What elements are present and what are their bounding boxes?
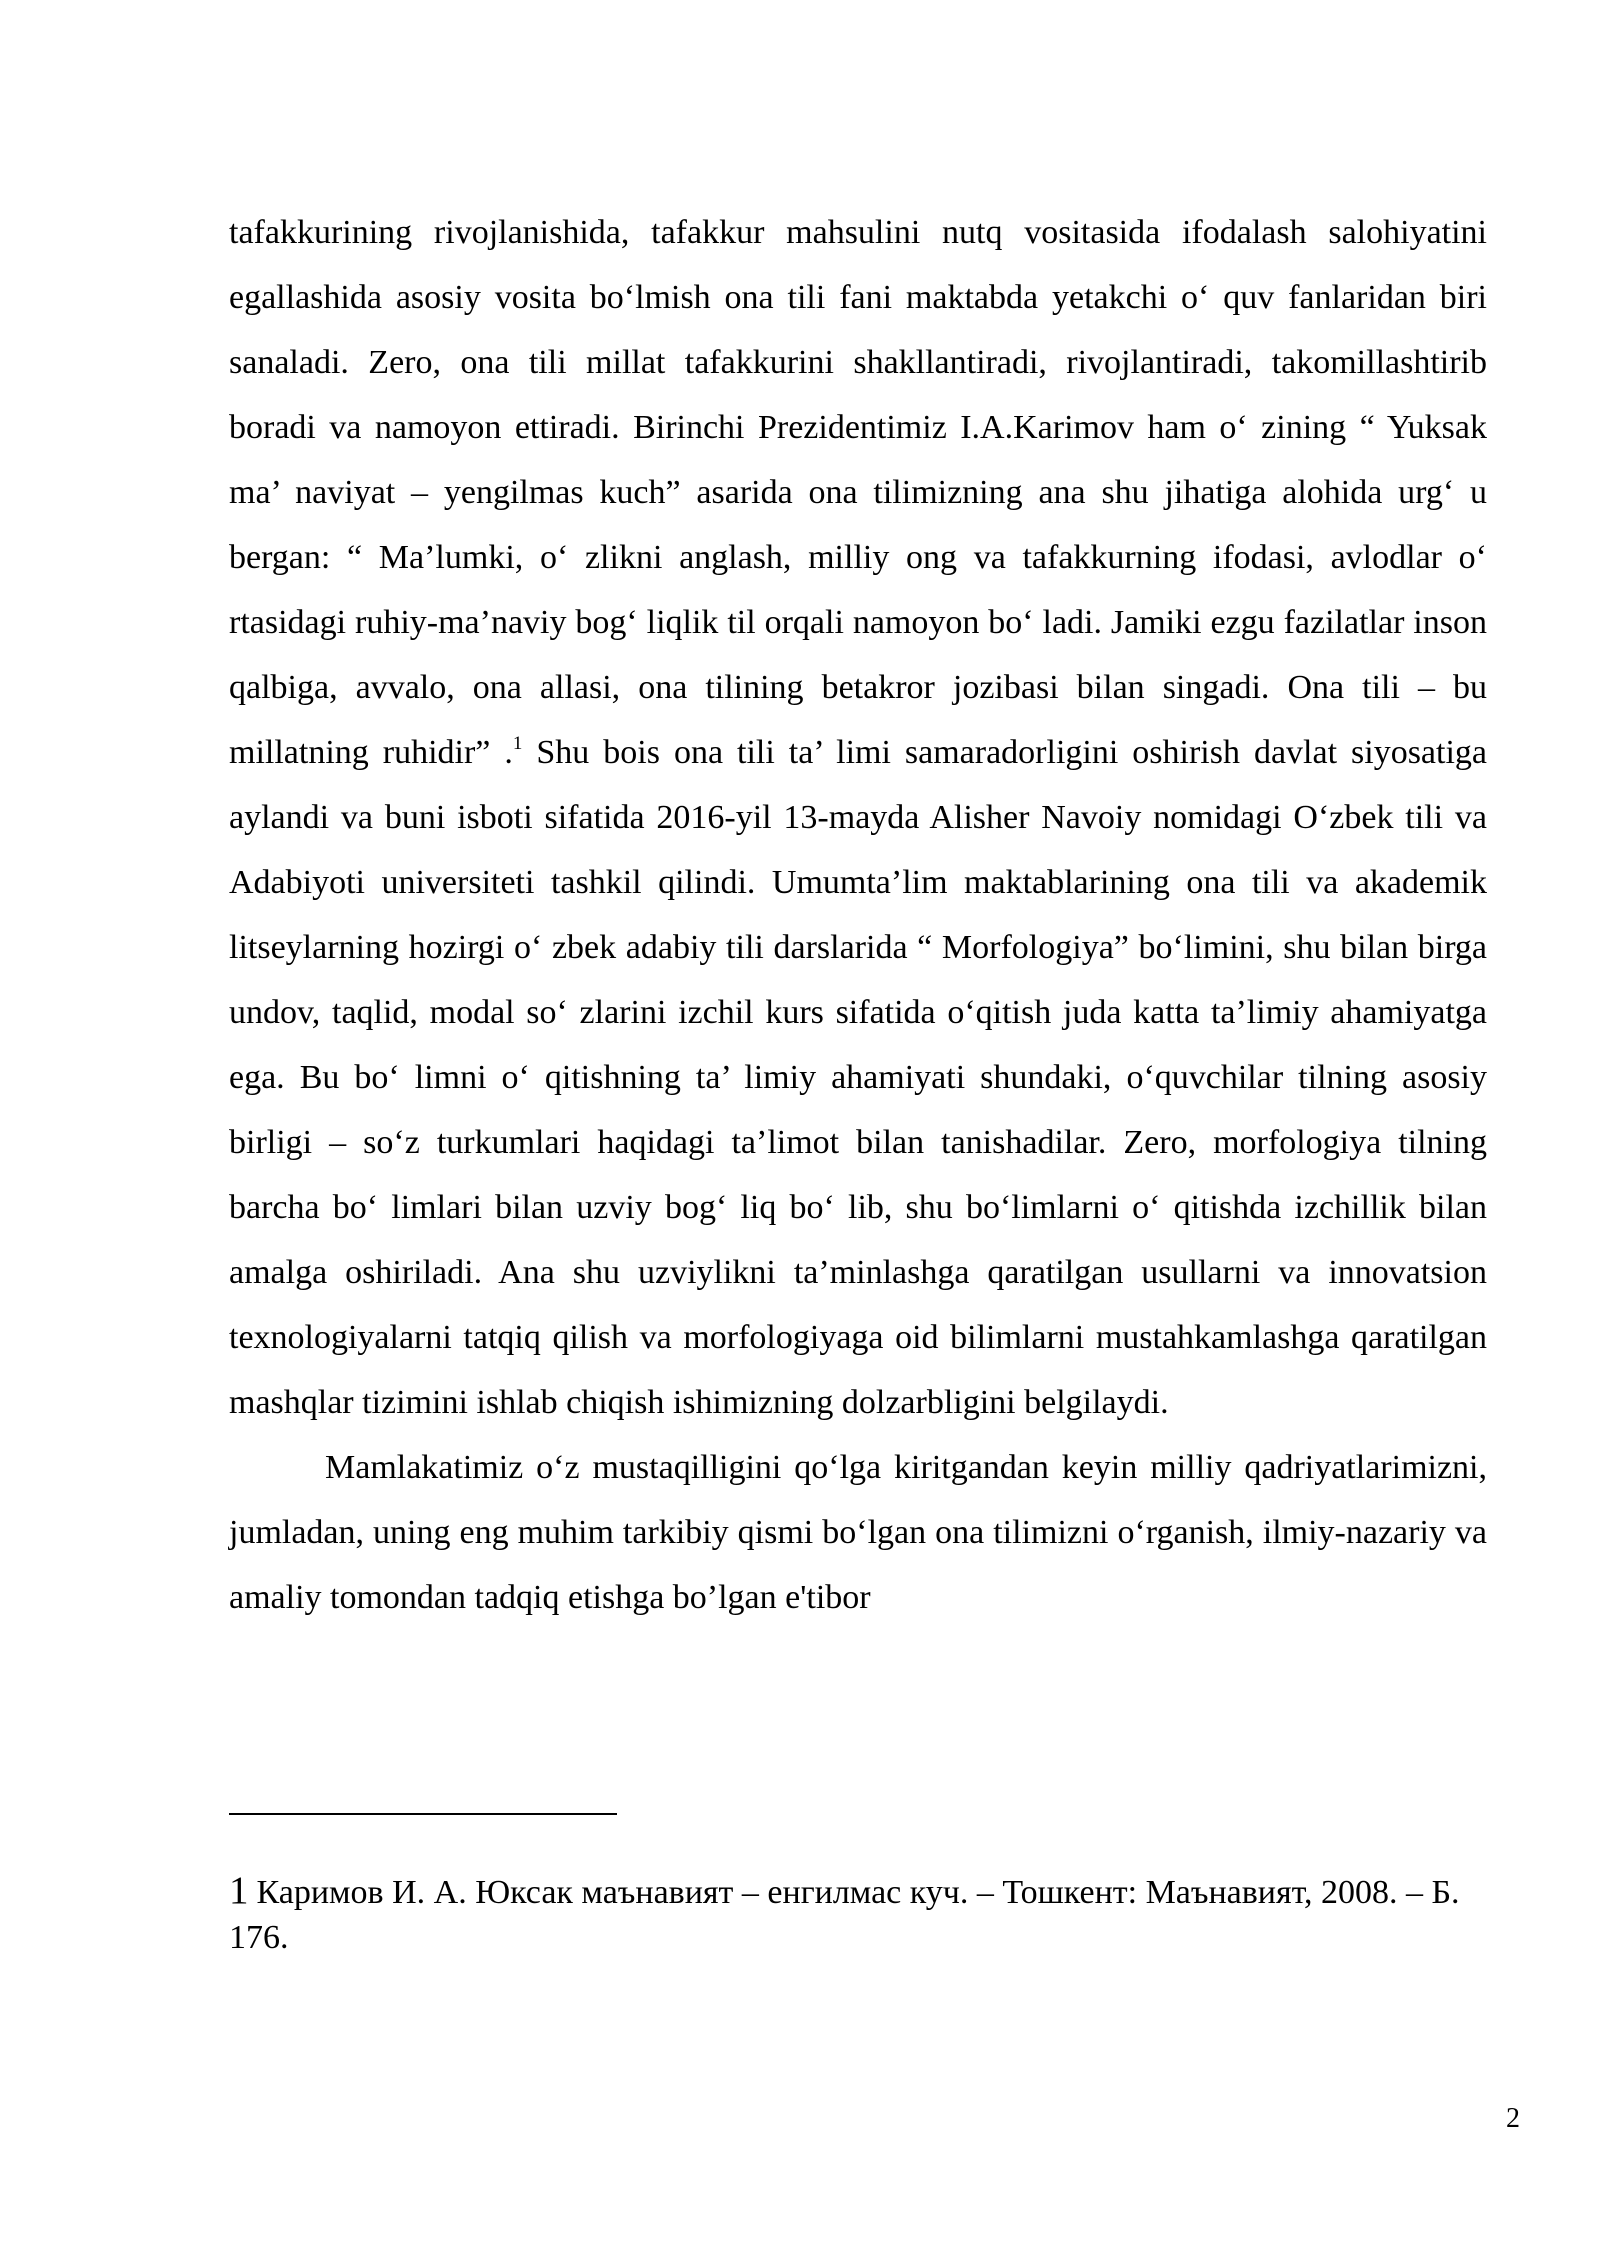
footnote-separator: [229, 1813, 617, 1815]
page-number: 2: [1506, 2103, 1520, 2134]
paragraph-2: Mamlakatimiz o‘z mustaqilligini qo‘lga kiritgandan keyin milliy qadriyatlarimizni, jumladan, uning eng muhim tarkibiy qismi bo‘lgan ona tilimizni o‘rganish, ilmiy-nazariy va amaliy tomondan tadqiq etishga bo’lgan e'tibor: [229, 1449, 1487, 1616]
paragraph-1: [229, 200, 1487, 1435]
paragraph-1-part-2: Shu bois ona tili ta’ limi samaradorligini oshirish davlat siyosatiga aylandi va buni isboti sifatida 2016-yil 13-mayda Alisher Navoiy nomidagi O‘zbek tili va Adabiyoti universiteti tashkil qilindi. Umumta’lim maktablarining ona tili va akademik litseylarning hozirgi o‘ zbek adabiy tili darslarida “ Morfologiya” bo‘limini, shu bilan birga undov, taqlid, modal so‘ zlarini izchil kurs sifatida o‘qitish juda katta ta’limiy ahamiyatga ega. Bu bo‘ limni o‘ qitishning ta’ limiy ahamiyati shundaki, o‘quvchilar tilning asosiy birligi – so‘z turkumlari haqidagi ta’limot bilan tanishadilar. Zero, morfologiya tilning barcha bo‘ limlari bilan uzviy bog‘ liq bo‘ lib, shu bo‘limlarni o‘ qitishda izchillik bilan amalga oshiriladi. Ana shu uzviylikni ta’minlashga qaratilgan usullarni va innovatsion texnologiyalarni tatqiq qilish va morfologiyaga oid bilimlarni mustahkamlashga qaratilgan mashqlar tizimini ishlab chiqish ishimizning dolzarbligini belgilaydi.: [229, 734, 1487, 1421]
footnote-reference[interactable]: 1: [512, 732, 523, 754]
footnote-number: 1: [229, 1869, 249, 1912]
paragraph-1-part-1: tafakkurining rivojlanishida, tafakkur mahsulini nutq vositasida ifodalash salohiyatini egallashida asosiy vosita bo‘lmish ona tili fani maktabda yetakchi o‘ quv fanlaridan biri sanaladi. Zero, ona tili millat tafakkurini shakllantiradi, rivojlantiradi, takomillashtirib boradi va namoyon ettiradi. Birinchi Prezidentimiz I.A.Karimov ham o‘ zining “ Yuksak ma’ naviyat – yengilmas kuch” asarida ona tilimizning ana shu jihatiga alohida urg‘ u bergan: “ Ma’lumki, o‘ zlikni anglash, milliy ong va tafakkurning ifodasi, avlodlar o‘ rtasidagi ruhiy-ma’naviy bog‘ liqlik til orqali namoyon bo‘ ladi. Jamiki ezgu fazilatlar inson qalbiga, avvalo, ona allasi, ona tilining betakror jozibasi bilan singadi. Ona tili – bu millatning ruhidir” .: [229, 214, 1487, 771]
body-text: [229, 200, 1487, 1630]
footnote-text: Каримов И. А. Юксак маънавият – енгилмас куч. – Тошкент: Маънавият, 2008. – Б. 176.: [229, 1874, 1460, 1956]
footnote: [229, 1868, 1487, 1960]
